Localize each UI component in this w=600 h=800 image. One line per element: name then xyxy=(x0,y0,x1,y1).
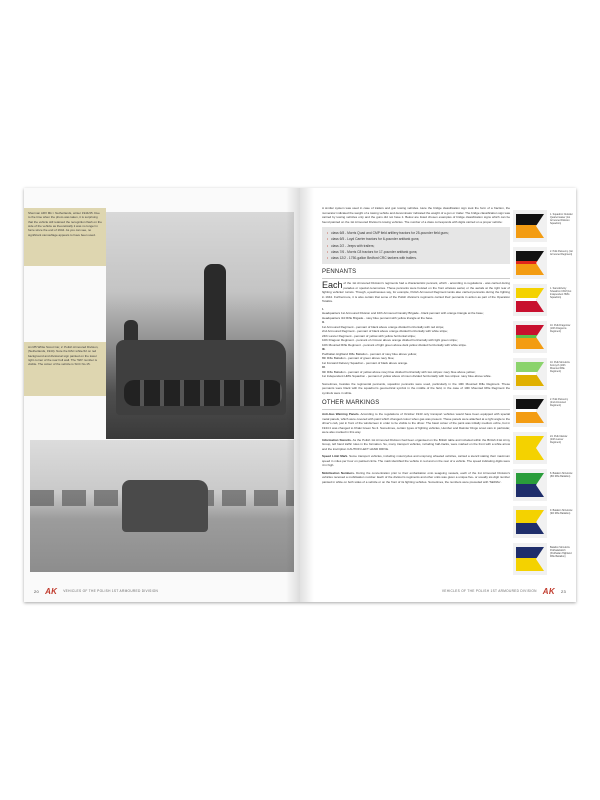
class-text: class 7/6 - Morris C8 tractors for 17-pounder antitank guns; xyxy=(331,249,418,254)
pennant-entry: 1st Armoured Regiment - pennant of black above orange divided horizontally with red stripe; xyxy=(322,324,445,329)
pennant-flag xyxy=(516,251,544,275)
pennant-entry: 1st Independent HMG Squadron - pennant of yellow above crimson divided horizontally with two stripes: navy blue above white. xyxy=(322,374,492,379)
swatch-label: 1. Squadron Outsider Quartermaster (1st Armoured Division Squadron) xyxy=(550,213,573,226)
class-text: class 6/5 - Loyd Carrier tractors for 6-pounder antitank guns; xyxy=(331,237,420,242)
bullet-icon: • xyxy=(327,243,329,248)
pennant-top-band xyxy=(516,362,544,373)
ak-logo: AK xyxy=(542,586,555,596)
pennant-group-heading: III. xyxy=(322,347,326,352)
pennant-flag xyxy=(516,288,544,312)
pennant-swatch-row xyxy=(513,504,573,541)
other-marking-text: As the Polish 1st Armoured Division had been organised on the British table and included within the British 21st Army Group, left hand traffic rules in the formation. So, many transport vehicles, including half-tracks, were marked on the front with a white arrow and the inscription CAUTION LEFT HAND DRIVE. xyxy=(322,437,511,451)
dropcap: Each xyxy=(322,280,343,291)
pennant-entry: Podhalian Highland Rifle Battalion - pennant of navy blue above yellow; xyxy=(322,351,417,356)
swatch-label: 9. Batalion Strzelców (9th Rifle Battalion) xyxy=(550,509,573,516)
other-marking-text: During the concentration prior to their embarkation onto seagoing vessels, each of the 1st Armoured Division's vehicles received a mobilisation number. Each of the division's regiments and other units was given a unique five- or usually six-digit number painted in white on both sides of a vehicle or on the front of its fighting vehicles. Sometimes, the numbers were preceded with 'SERIAL'. xyxy=(322,470,510,484)
pennant-bottom-band xyxy=(516,447,544,460)
pennant-stripe xyxy=(516,372,544,375)
pennant-bottom-band xyxy=(516,558,544,571)
class-list-box xyxy=(322,227,510,264)
pennant-entry: 2nd Armoured Regiment - pennant of black above orange divided horizontally with white stripe; xyxy=(322,329,448,334)
intro-paragraph: A similar system was used in case of trailers and gun towing vehicles. Here the bridge classification sign took the form of a fraction, the numerator indicated the weight of a towing vehicle and denominator indicated the weight of a gun or trailer. The bridge classification sign was carried by towing vehicles only and the guns did not have it. Below are listed chosen examples of bridge classification signs which can be found painted on the 1st Armoured Division's towing vehicles. The number of a class corresponds with digits carried on a proper vehicle: xyxy=(322,206,510,224)
swatch-label: 2. Pułk Pancerny (2nd Armoured Regiment) xyxy=(550,398,569,408)
scout-car-photo xyxy=(30,440,294,572)
pennant-bottom-band xyxy=(516,225,544,238)
pennant-top-band xyxy=(516,510,544,521)
pennant-list xyxy=(322,307,510,379)
other-marking-entry xyxy=(322,438,510,452)
pennant-flag xyxy=(516,325,544,349)
swatch-label: 10. Pułk Dragonów (10th Dragoons Regiment) xyxy=(550,324,571,334)
swatch-label: 1. Samodzielny Szwadron CKM (1st Independent HMG Squadron) xyxy=(550,287,572,300)
soldier-figure xyxy=(204,264,226,352)
text-column xyxy=(322,206,510,487)
caption-text: An M5 White Scout Car, 2. Polish Armoured Division, (Netherlands, 1944). Note the RAC white-52 on red background and divisional sign painted on the lower right corner of the rear hull wall. The 'WD' number is visible. The colour of the vehicle is SCC No.15. xyxy=(28,345,99,367)
sherman-arv-photo xyxy=(106,212,294,439)
other-markings-list xyxy=(322,412,510,484)
pennant-stripe xyxy=(516,261,544,264)
page-footer-left xyxy=(34,586,158,596)
other-markings-heading: OTHER MARKINGS xyxy=(322,399,510,410)
running-title: VEHICLES OF THE POLISH 1ST ARMOURED DIVISION xyxy=(441,589,537,593)
pennant-entry: 9th Rifle Battalion - pennant of yellow above navy blue divided horizontally with two stripes: navy blue above yellow; xyxy=(322,369,476,374)
caption-box-top xyxy=(24,208,106,266)
caption-box-bottom xyxy=(24,342,106,396)
pennant-flag xyxy=(516,547,544,571)
pennants-paragraph xyxy=(322,281,510,304)
pennant-swatch-row xyxy=(513,541,573,578)
pennant-bottom-band xyxy=(516,484,544,497)
bullet-icon: • xyxy=(327,249,329,254)
pennants-text: of the 1st Armoured Division's regiments had a characteristic pennant, which - according to regulations - was carried during parades or special ceremonies. These pennants were hoisted on the front wireless aerial, or the aerials at the right rear of fighting vehicles' turrets. Though, eyewitnesses say, for example, Polish Armoured Regiment tanks also carried pennants during the fighting in 1944. Furthermore, it is also certain that some of the Polish division's regiments carried their pennants in action as part of the Operation Totalize. xyxy=(322,281,510,304)
other-marking-text: According to the regulations of October 1943 only transport vehicles would have been equipped with special metal panels, which were covered with paint which changed colour when gas was present. These panels were attached at a right angle to the driver's cab, just in front of the windscreen in order to be visible to the driver. The basic colour of the paint was initially medium ochre, but in 1944 it was changed to Khaki Green No.3. Sometimes, certain types of fighting vehicles, Humber and Daimler Dingo scout cars in particular, were also marked in this way. xyxy=(322,412,511,435)
pennant-top-band xyxy=(516,547,544,558)
pennant-swatch-row xyxy=(513,208,573,245)
ak-logo: AK xyxy=(45,586,58,596)
pennant-swatch-row xyxy=(513,356,573,393)
bullet-icon: • xyxy=(327,256,329,260)
pennant-top-band xyxy=(516,473,544,484)
bullet-icon: • xyxy=(327,231,329,235)
other-marking-entry xyxy=(322,454,510,468)
tank-wheels xyxy=(124,380,282,406)
other-marking-lead: Anti-Gas Warning Panels. xyxy=(322,412,360,417)
pennant-stripe xyxy=(516,520,544,523)
other-marking-entry xyxy=(322,412,510,435)
other-marking-text: Some transport vehicles, including motorcycles and unsprung wheeled vehicles, carried a stencil stating their maximum speed in miles per hour on painted circle. The mark identified the vehicle in red and on the rear of a vehicle. The speed indicating digits were 4 in high. xyxy=(322,454,510,468)
left-page xyxy=(24,188,300,602)
class-text: class 6/8 - Morris Quad and CMP field artillery tractors for 25-pounder field guns; xyxy=(331,231,449,235)
pennant-flag xyxy=(516,473,544,497)
pennant-swatches xyxy=(513,208,573,578)
pennant-top-band xyxy=(516,325,544,336)
other-marking-entry xyxy=(322,471,510,485)
page-footer-right xyxy=(442,586,566,596)
right-page xyxy=(300,188,576,602)
pennant-flag xyxy=(516,399,544,423)
scout-car xyxy=(122,480,208,532)
pennant-top-band xyxy=(516,436,544,447)
pennant-flag xyxy=(516,510,544,534)
pennant-group-heading: II. xyxy=(322,320,325,325)
class-list-item xyxy=(327,255,505,261)
pennant-entry: Headquarters 3rd Rifle Brigade - navy blue pennant with yellow triangle at the base. xyxy=(322,315,434,320)
other-marking-lead: Speed Limit Mark. xyxy=(322,454,349,459)
swatch-label: 24. Pułk Ułanów (24th Lancer Regiment) xyxy=(550,435,568,445)
pennant-top-band xyxy=(516,288,544,299)
pennant-entry: 10th Dragoon Regiment - pennant of crimson above orange divided horizontally with light green stripe; xyxy=(322,338,458,343)
page-number: 23 xyxy=(560,588,566,594)
swatch-label: Batalion Strzelców Podhalańskich (Podhalian Highland Rifle Battalion) xyxy=(550,546,572,559)
running-title: VEHICLES OF THE POLISH 1ST ARMOURED DIVISION xyxy=(63,589,159,593)
caption-text: Sherman ARV Mk I. Netherlands, winter 1944/45. Due to the time when the photo was taken, it is surprising that the vehicle still retained the recognition flash on the side of the vehicle as theoretically it was no longer in force since the end of 1944. As you can see, no significant camouflage appears to have been used. xyxy=(28,211,102,237)
book-spread xyxy=(24,188,576,602)
class-text: class 2/2 - Jeeps with trailers; xyxy=(331,243,375,248)
pennant-entry: Headquarters 1st Armoured Division and 10th Armoured Cavalry Brigade - black pennant with orange triangle at the base; xyxy=(322,311,484,316)
pennant-flag xyxy=(516,214,544,238)
pennant-swatch-row xyxy=(513,467,573,504)
pennant-entry: 8th Rifle Battalion - pennant of green above navy blue; xyxy=(322,356,395,361)
pennant-swatch-row xyxy=(513,319,573,356)
pennant-group-heading: IV. xyxy=(322,365,326,370)
pennant-flag xyxy=(516,436,544,460)
other-marking-lead: Information Stencils. xyxy=(322,437,352,442)
page-number: 20 xyxy=(34,588,40,594)
pennant-flag xyxy=(516,362,544,386)
pennant-top-band xyxy=(516,399,544,410)
pennant-swatch-row xyxy=(513,282,573,319)
pennant-stripe xyxy=(516,298,544,301)
pennant-stripe xyxy=(516,335,544,338)
pennant-entry: 10th Mounted Rifle Regiment - pennant of light green above dark yellow divided horizontally with white stripe. xyxy=(322,342,467,347)
pennant-entry: 1st Forward Delivery Squadron - pennant of black above orange. xyxy=(322,360,409,365)
pennant-top-band xyxy=(516,251,544,262)
pennant-top-band xyxy=(516,214,544,225)
pennant-swatch-row xyxy=(513,393,573,430)
pennants-note: Sometimes, besides the regimental pennants, squadron pennants were used, particularly in the 10th Mounted Rifle Regiment. These pennants were black with the squadron's geometrical symbol in the middle of the field, in the case of 10th Mounted Rifle Regiment the symbols were in white. xyxy=(322,381,510,395)
pennant-swatch-row xyxy=(513,430,573,467)
pennant-entry: 24th Lancer Regiment - pennant of yellow with yellow horizontal stripe; xyxy=(322,333,416,338)
pennant-stripe xyxy=(516,409,544,412)
class-text: class 12/2 - 1750-gallon Bedford CRC tankers with trailers. xyxy=(331,256,417,260)
other-marking-lead: Mobilisation Numbers. xyxy=(322,470,355,475)
pennant-swatch-row xyxy=(513,245,573,282)
swatch-label: 8. Batalion Strzelców (8th Rifle Battalion) xyxy=(550,472,573,479)
swatch-label: 10. Pułk Strzelców Konnych (10th Mounted Rifle Regiment) xyxy=(550,361,570,374)
pennants-heading: PENNANTS xyxy=(322,268,510,279)
swatch-label: 2. Polk Pancerny (1st Armoured Regiment) xyxy=(550,250,573,257)
bullet-icon: • xyxy=(327,237,329,242)
pennant-group-heading: I. xyxy=(322,306,324,311)
